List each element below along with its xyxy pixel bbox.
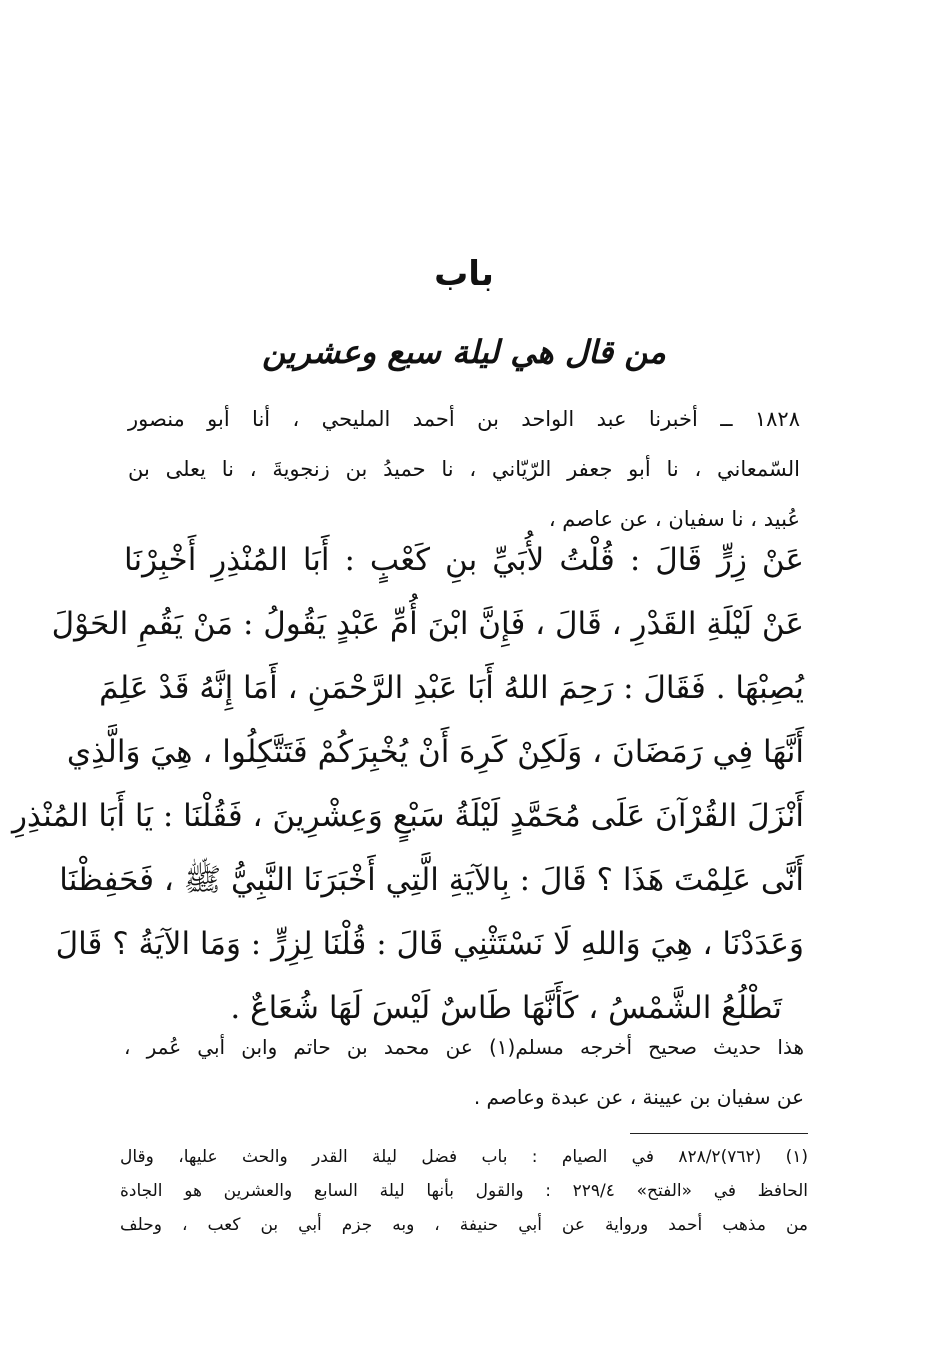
footnote-line: من مذهب أحمد ورواية عن أبي حنيفة ، وبه جزم أبي بن كعب ، وحلف [120,1215,808,1235]
grading-line: عن سفيان بن عيينة ، عن عبدة وعاصم . [473,1085,804,1109]
hadith-matn [11,528,804,1040]
chapter-title: من قال هي ليلة سبع وعشرين [262,333,666,371]
matn-line: تَطْلُعُ الشَّمْسُ ، كَأَنَّهَا طَاسٌ لَيْسَ لَهَا شُعَاعٌ . [230,990,782,1026]
footnote-line: الحافظ في «الفتح» ٢٢٩/٤ : والقول بأنها ليلة السابع والعشرين هو الجادة [120,1181,808,1201]
matn-line: أَنْزَلَ القُرْآنَ عَلَى مُحَمَّدٍ لَيْلَةُ سَبْعٍ وَعِشْرِينَ ، فَقُلْنَا : يَا أَبَا المُنْذِرِ [11,798,804,834]
hadith-grading [124,1022,804,1122]
hadith-isnad [128,394,800,544]
matn-line: عَنْ لَيْلَةِ القَدْرِ ، قَالَ ، فَإِنَّ ابْنَ أُمِّ عَبْدٍ يَقُولُ : مَنْ يَقُمِ الحَوْلَ [51,606,804,642]
chapter-heading: باب [434,254,494,294]
footnotes [120,1140,808,1242]
isnad-line: عُبيد ، نا سفيان ، عن عاصم ، [548,507,800,531]
isnad-line: السّمعاني ، نا أبو جعفر الرّيّاني ، نا حميدُ بن زنجويةَ ، نا يعلى بن [128,457,800,481]
matn-line: أَنَّى عَلِمْتَ هَذَا ؟ قَالَ : بِالآيَةِ الَّتِي أَخْبَرَنَا النَّبِيُّ ﷺ ، فَحَفِظْنَا [59,862,804,898]
footnote-line: (١) (٧٦٢)٨٢٨/٢ في الصيام : باب فضل ليلة القدر والحث عليها، وقال [120,1147,809,1167]
grading-line: هذا حديث صحيح أخرجه مسلم(١) عن محمد بن حاتم وابن أبي عُمر ، [124,1035,804,1059]
matn-line: عَنْ زِرٍّ قَالَ : قُلْتُ لأُبَيِّ بنِ كَعْبٍ : أَبَا المُنْذِرِ أَخْبِرْنَا [124,542,804,578]
matn-line: أَنَّهَا فِي رَمَضَانَ ، وَلَكِنْ كَرِهَ أَنْ يُخْبِرَكُمْ فَتَتَّكِلُوا ، هِيَ وَالَّذِي [66,734,804,770]
isnad-line: ١٨٢٨ ــ أخبرنا عبد الواحد بن أحمد المليحي ، أنا أبو منصور [128,407,800,431]
matn-line: يُصِبْهَا . فَقَالَ : رَحِمَ اللهُ أَبَا عَبْدِ الرَّحْمَنِ ، أَمَا إِنَّهُ قَدْ عَلِمَ [99,670,804,706]
matn-line: وَعَدَدْنَا ، هِيَ وَاللهِ لَا نَسْتَثْنِي قَالَ : قُلْنَا لِزِرٍّ : وَمَا الآيَةُ ؟ قَالَ [55,926,804,962]
footnote-divider [630,1133,808,1134]
